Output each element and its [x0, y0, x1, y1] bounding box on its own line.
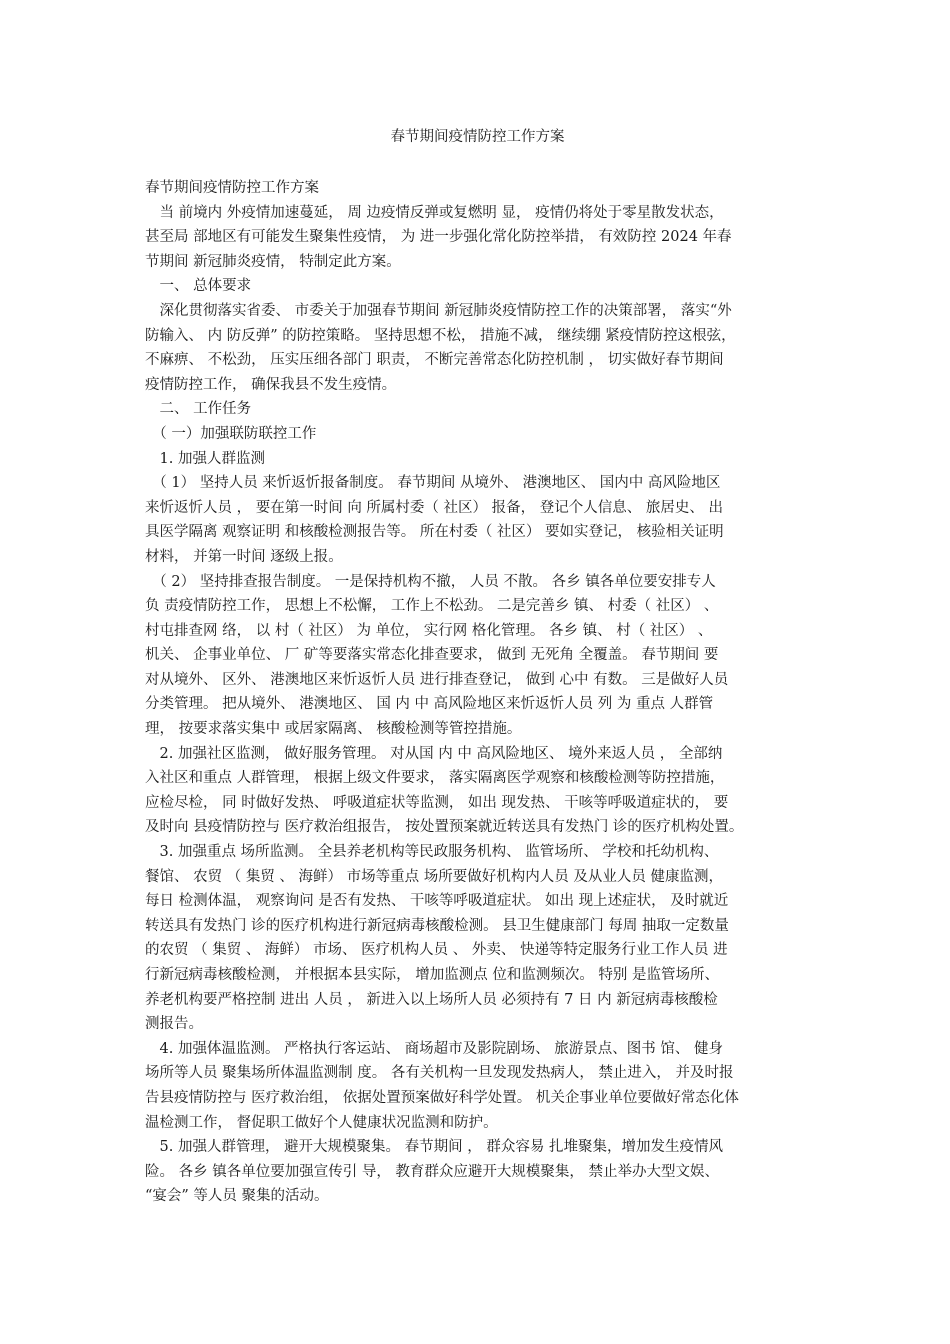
body-text-line: 村屯排查网 络， 以 村（ 社区） 为 单位， 实行网 格化管理。 各乡 镇、 村（ 社区） 、 [145, 622, 713, 639]
body-text-line: 负 责疫情防控工作， 思想上不松懈， 工作上不松劲。 二是完善乡 镇、 村委（ 社区） 、 [145, 598, 719, 615]
body-text-line: 3. 加强重点 场所监测。 全县养老机构等民政服务机构、 监管场所、 学校和托幼机构、 [145, 844, 719, 861]
body-text-line: （ 1） 坚持人员 来忻返忻报备制度。 春节期间 从境外、 港澳地区、 国内中 高风险地区 [145, 475, 721, 492]
body-text-line: 对从境外、 区外、 港澳地区来忻返忻人员 进行排查登记， 做到 心中 有数。 三是做好人员 [145, 671, 729, 688]
body-text-line: 机关、 企事业单位、 厂 矿等要落实常态化排查要求， 做到 无死角 全覆盖。 春节期间 要 [145, 647, 719, 664]
body-text-line: 甚至局 部地区有可能发生聚集性疫情， 为 进一步强化常化防控举措， 有效防控 2024 年春 [145, 229, 732, 246]
body-text-line: 入社区和重点 人群管理， 根据上级文件要求， 落实隔离医学观察和核酸检测等防控措施， [145, 770, 725, 787]
body-text-line: 温检测工作， 督促职工做好个人健康状况监测和防护。 [145, 1114, 498, 1131]
body-text-line: 转送具有发热门 诊的医疗机构进行新冠病毒核酸检测。 县卫生健康部门 每周 抽取一定数量 [145, 917, 729, 934]
document-body [145, 176, 810, 1209]
body-text-line: 养老机构要严格控制 进出 人员 ， 新进入以上场所人员 必须持有 7 日 内 新冠病毒核酸检 [145, 991, 718, 1008]
body-text-line: 节期间 新冠肺炎疫情， 特制定此方案。 [145, 253, 401, 270]
body-text-line: 具医学隔离 观察证明 和核酸检测报告等。 所在村委（ 社区） 要如实登记， 核验相关证明 [145, 524, 724, 541]
body-text-line: 分类管理。 把从境外、 港澳地区、 国 内 中 高风险地区来忻返忻人员 列 为 重点 人群管 [145, 696, 714, 713]
body-text-line: 二、 工作任务 [145, 401, 252, 418]
body-text-line: 来忻返忻人员 ， 要在第一时间 向 所属村委（ 社区） 报备， 登记个人信息、 旅居史、 出 [145, 499, 723, 516]
body-text-line: 应检尽检， 同 时做好发热、 呼吸道症状等监测， 如出 现发热、 干咳等呼吸道症状的， 要 [145, 794, 729, 811]
body-text-line: 深化贯彻落实省委、 市委关于加强春节期间 新冠肺炎疫情防控工作的决策部署， 落实“外 [145, 302, 732, 319]
body-text-line: 及时向 县疫情防控与 医疗救治组报告， 按处置预案就近转送具有发热门 诊的医疗机构处置。 [145, 819, 744, 836]
body-text-line: 2. 加强社区监测， 做好服务管理。 对从国 内 中 高风险地区、 境外来返人员 ， 全部纳 [145, 745, 723, 762]
body-text-line: 理， 按要求落实集中 或居家隔离、 核酸检测等管控措施。 [145, 721, 522, 738]
body-text-line: 材料， 并第一时间 逐级上报。 [145, 548, 343, 565]
body-text-line: 1. 加强人群监测 [145, 450, 265, 467]
page-title: 春节期间疫情防控工作方案 [390, 129, 565, 145]
body-text-line: 当 前境内 外疫情加速蔓延， 周 边疫情反弹或复燃明 显， 疫情仍将处于零星散发状态， [145, 204, 724, 221]
body-text-line: （ 一）加强联防联控工作 [145, 425, 317, 442]
body-text-line: 5. 加强人群管理， 避开大规模聚集。 春节期间 ， 群众容易 扎堆聚集，增加发生疫情风 [145, 1139, 723, 1156]
body-text-line: 一、 总体要求 [145, 278, 252, 295]
body-text-line: 疫情防控工作， 确保我县不发生疫情。 [145, 376, 397, 393]
body-text-line: 餐馆、 农贸 （ 集贸 、 海鲜） 市场等重点 场所要做好机构内人员 及从业人员 健康监测， [145, 868, 723, 885]
body-text-line: 测报告。 [145, 1016, 203, 1033]
body-text-line: 防输入、 内 防反弹” 的防控策略。 坚持思想不松， 措施不减， 继续绷 紧疫情防控这根弦， [145, 327, 736, 344]
body-text-line: 4. 加强体温监测。 严格执行客运站、 商场超市及影院剧场、 旅游景点、图书 馆、 健身 [145, 1040, 723, 1057]
document-heading-line: 春节期间疫情防控工作方案 [145, 180, 319, 196]
body-text-line: 每日 检测体温， 观察询问 是否有发热、 干咳等呼吸道症状。 如出 现上述症状， 及时就近 [145, 893, 729, 910]
body-text-line: 的农贸 （ 集贸 、 海鲜） 市场、 医疗机构人员 、 外卖、 快递等特定服务行业工作人员 进 [145, 942, 728, 959]
body-text-line: 告县疫情防控与 医疗救治组， 依据处置预案做好科学处置。 机关企事业单位要做好常态化体 [145, 1089, 739, 1106]
body-text-line: 场所等人员 聚集场所体温监测制 度。 各有关机构一旦发现发热病人， 禁止进入， 并及时报 [145, 1065, 734, 1082]
body-text-line: （ 2） 坚持排查报告制度。 一是保持机构不撤， 人员 不散。 各乡 镇各单位要安排专人 [145, 573, 716, 590]
body-text-line: 不麻痹、 不松劲， 压实压细各部门 职责， 不断完善常态化防控机制 ， 切实做好春节期间 [145, 352, 724, 369]
body-text-line: 险。 各乡 镇各单位要加强宣传引 导， 教育群众应避开大规模聚集， 禁止举办大型文娱、 [145, 1163, 720, 1180]
body-text-line: 行新冠病毒核酸检测， 并根据本县实际， 增加监测点 位和监测频次。 特别 是监管场所、 [145, 967, 720, 983]
body-text-line: “宴会” 等人员 聚集的活动。 [145, 1188, 329, 1205]
